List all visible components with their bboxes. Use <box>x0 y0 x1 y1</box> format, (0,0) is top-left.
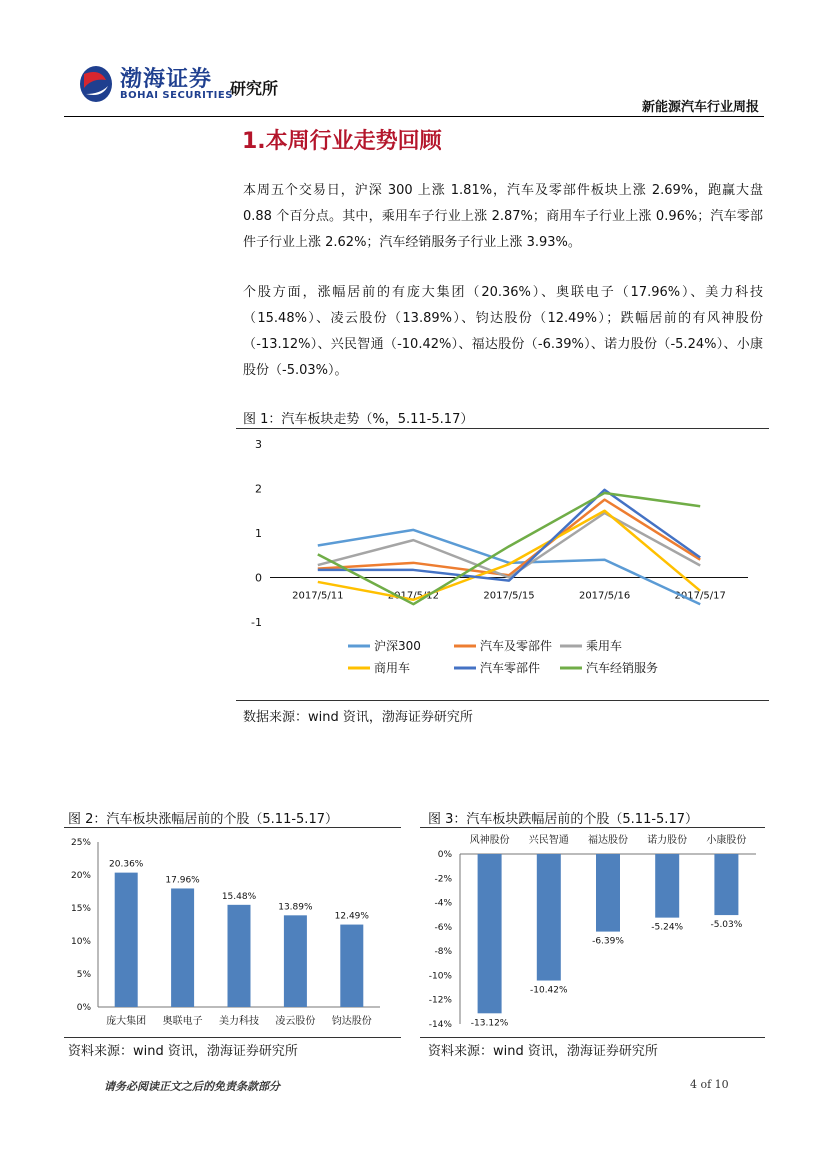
y-tick-label: 20% <box>70 871 91 881</box>
figure3-bottom-rule <box>420 1037 765 1038</box>
bar <box>714 854 738 915</box>
logo-english-name: BOHAI SECURITIES <box>120 90 233 101</box>
figure3-top-rule <box>420 827 765 828</box>
bar-value-label: -5.24% <box>651 922 684 933</box>
institute-label: 研究所 <box>230 79 279 98</box>
disclaimer-note: 请务必阅读正文之后的免责条款部分 <box>104 1080 280 1093</box>
y-tick-label: -10% <box>428 971 452 982</box>
x-tick-label: 2017/5/15 <box>483 590 535 602</box>
series-line-6 <box>318 493 700 604</box>
y-tick-label: -2% <box>434 874 452 885</box>
figure2-caption: 图 2：汽车板块涨幅居前的个股（5.11-5.17） <box>68 812 338 827</box>
figure2-top-rule <box>64 827 401 828</box>
bar-value-label: -13.12% <box>470 1018 509 1029</box>
bar-value-label: 12.49% <box>334 911 369 922</box>
x-tick-label: 兴民智通 <box>528 835 569 846</box>
x-tick-label: 2017/5/12 <box>387 590 440 602</box>
bar-value-label: 17.96% <box>165 875 200 886</box>
figure1-top-rule <box>236 428 769 429</box>
x-tick-label: 奥联电子 <box>162 1016 203 1027</box>
figure3-caption: 图 3：汽车板块跌幅居前的个股（5.11-5.17） <box>428 812 698 827</box>
logo-chinese-name: 渤海证券 <box>120 66 213 92</box>
x-tick-label: 诺力股份 <box>647 835 688 846</box>
legend-label: 沪深300 <box>374 639 421 653</box>
bohai-logo-icon <box>78 64 114 104</box>
bar <box>478 854 502 1013</box>
top-losers-bar-chart <box>420 830 765 1035</box>
y-tick-label: -1 <box>251 616 262 629</box>
figure1-caption: 图 1：汽车板块走势（%，5.11-5.17） <box>243 412 474 427</box>
bar <box>340 925 363 1007</box>
legend-label: 汽车零部件 <box>480 661 541 675</box>
bar <box>171 888 194 1007</box>
header-divider <box>64 116 764 117</box>
bar <box>115 873 138 1007</box>
page-number: 4 of 10 <box>690 1078 729 1091</box>
legend-label: 汽车经销服务 <box>586 661 659 675</box>
bar <box>284 915 307 1007</box>
bar-value-label: 13.89% <box>278 902 313 913</box>
x-tick-label: 美力科技 <box>219 1016 259 1027</box>
legend-label: 商用车 <box>374 661 411 675</box>
section-title: 1.本周行业走势回顾 <box>242 129 442 154</box>
y-tick-label: -6% <box>434 922 452 933</box>
x-tick-label: 凌云股份 <box>275 1016 316 1027</box>
bar <box>596 854 620 932</box>
y-tick-label: -14% <box>428 1020 452 1030</box>
y-tick-label: 15% <box>70 904 91 914</box>
bar <box>655 854 679 918</box>
bar-value-label: -6.39% <box>592 936 624 947</box>
bar <box>537 854 561 981</box>
figure1-bottom-rule <box>236 700 769 701</box>
figure3-source: 资料来源：wind 资讯，渤海证券研究所 <box>428 1044 658 1059</box>
y-tick-label: -8% <box>434 947 452 958</box>
legend-label: 乘用车 <box>586 639 623 653</box>
top-gainers-bar-chart <box>64 830 401 1035</box>
figure2-source: 资料来源：wind 资讯，渤海证券研究所 <box>68 1044 298 1059</box>
bar-value-label: -5.03% <box>710 920 743 931</box>
x-tick-label: 2017/5/11 <box>292 590 344 602</box>
y-tick-label: 0% <box>437 850 452 860</box>
paragraph-stock-movers: 个股方面，涨幅居前的有庞大集团（20.36%）、奥联电子（17.96%）、美力科技（15.48%）、凌云股份（13.89%）、钧达股份（12.49%）；跌幅居前的有风神股份（-13.12%）、兴民智通（-10.42%）、福达股份（-6.39%）、诺力股份（-5.24%）、小康股份（-5.03%）。 <box>243 285 763 378</box>
x-tick-label: 风神股份 <box>469 835 510 846</box>
x-tick-label: 福达股份 <box>588 835 628 846</box>
y-tick-label: 2 <box>255 482 262 496</box>
bar-value-label: 20.36% <box>109 859 144 870</box>
y-tick-label: -4% <box>434 898 452 909</box>
y-tick-label: 5% <box>76 970 91 980</box>
y-tick-label: 25% <box>70 838 91 848</box>
x-tick-label: 庞大集团 <box>106 1016 147 1027</box>
y-tick-label: 0 <box>255 571 262 585</box>
bar-value-label: 15.48% <box>221 891 257 902</box>
y-tick-label: 0% <box>76 1003 91 1013</box>
sector-trend-line-chart <box>236 430 769 698</box>
bar <box>228 905 251 1007</box>
bar-value-label: -10.42% <box>530 985 568 996</box>
legend-label: 汽车及零部件 <box>480 639 553 653</box>
y-tick-label: 1 <box>255 527 262 540</box>
y-tick-label: -12% <box>428 995 452 1006</box>
y-tick-label: 3 <box>255 438 262 451</box>
x-tick-label: 钧达股份 <box>331 1016 372 1027</box>
y-tick-label: 10% <box>70 937 91 947</box>
x-tick-label: 小康股份 <box>706 835 747 846</box>
paragraph-market-overview: 本周五个交易日，沪深 300 上涨 1.81%，汽车及零部件板块上涨 2.69%，跑赢大盘 0.88 个百分点。其中，乘用车子行业上涨 2.87%；商用车子行业上涨 0.96%；汽车零部件子行业上涨 2.62%；汽车经销服务子行业上涨 3.93%。 <box>243 183 763 250</box>
report-name: 新能源汽车行业周报 <box>641 100 759 115</box>
figure2-bottom-rule <box>64 1037 401 1038</box>
figure1-source: 数据来源：wind 资讯，渤海证券研究所 <box>243 710 473 725</box>
x-tick-label: 2017/5/16 <box>578 590 631 602</box>
x-tick-label: 2017/5/17 <box>674 590 726 602</box>
